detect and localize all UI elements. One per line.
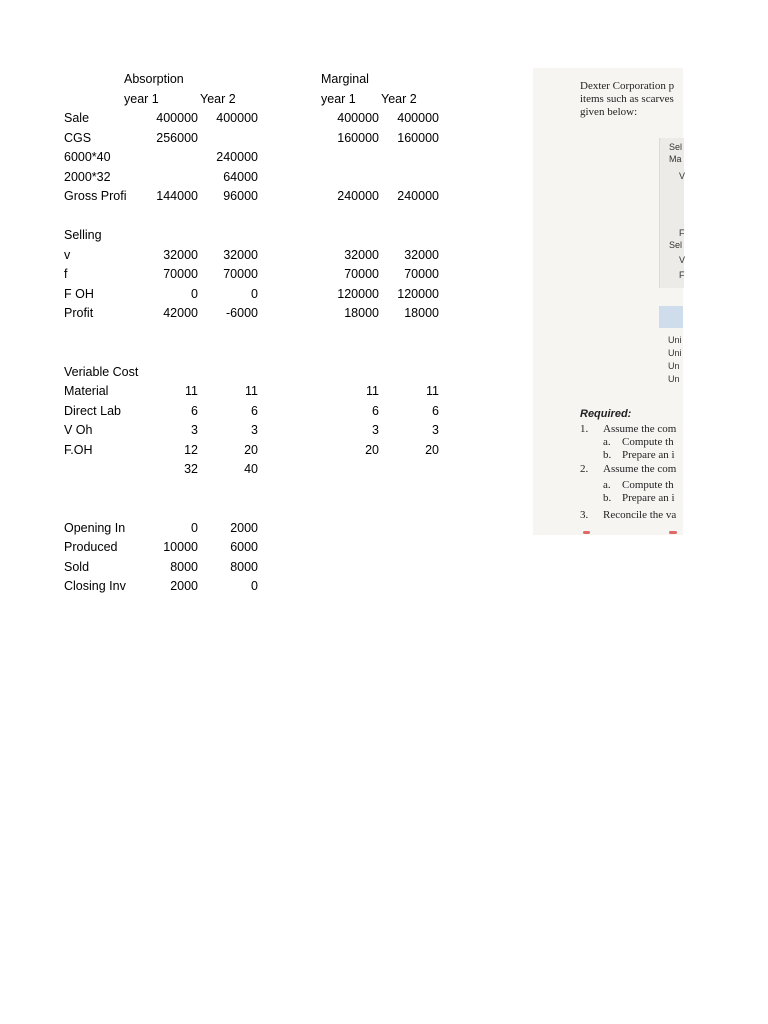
cell-value-m1: 6 [372,404,379,418]
snippet-highlight-band [659,306,683,328]
snippet-box-line: F [679,228,685,238]
cell-value-a1: 70000 [163,267,198,281]
cell-value-a2: 96000 [223,189,258,203]
snippet-box-line: F [679,270,685,280]
cell-value-m1: 11 [366,384,379,398]
header-mar-year1: year 1 [321,92,356,106]
snippet-intro-line: items such as scarves [580,93,674,105]
snippet-box-line: V [679,171,686,181]
cell-value-a1: 256000 [156,131,198,145]
snippet-req-text: Reconcile the va [603,509,677,521]
cell-value-a2: 0 [251,579,258,593]
cell-value-a2: 64000 [223,170,258,184]
cell-value-a2: 70000 [223,267,258,281]
cell-value-a1: 11 [185,384,198,398]
cell-value-a1: 3 [191,423,198,437]
cell-value-a2: 400000 [216,111,258,125]
row-label: Profit [64,306,94,320]
cell-value-a2: 240000 [216,150,258,164]
cell-value-a2: 0 [251,287,258,301]
row-label: V Oh [64,423,93,437]
row-label: Sale [64,111,90,125]
row-label: Selling [64,228,102,242]
snippet-req-text: Assume the com [603,423,677,435]
snippet-intro-line: given below: [580,106,638,118]
snippet-red-mark [583,531,590,534]
snippet-req-2a [603,479,674,492]
row-label: Gross Profi [64,189,127,203]
snippet-intro [580,80,683,119]
snippet-req-num: a. [603,436,611,448]
header-mar-year2: Year 2 [381,92,417,106]
cell-value-m1: 18000 [344,306,379,320]
cell-value-m1: 70000 [344,267,379,281]
cell-value-a2: 8000 [230,560,258,574]
cell-value-m2: 20 [425,443,439,457]
cell-value-m1: 20 [365,443,379,457]
row-label: 2000*32 [64,170,111,184]
row-label: F OH [64,287,94,301]
cell-value-m2: 70000 [404,267,439,281]
snippet-req-num: a. [603,479,611,491]
cell-value-a1: 144000 [156,189,198,203]
cell-value-m2: 6 [432,404,439,418]
header-absorption: Absorption [124,72,184,86]
row-label: f [64,267,68,281]
snippet-req-text: Compute th [622,479,674,491]
cell-value-a2: 20 [244,443,258,457]
snippet-box-line: Sel [669,240,683,250]
cell-value-a1: 2000 [170,579,198,593]
cell-value-a2: 40 [244,462,258,476]
snippet-box-line: V [679,255,686,265]
row-label: CGS [64,131,92,145]
cell-value-a2: 11 [245,384,258,398]
cell-value-m2: 240000 [397,189,439,203]
cell-value-m2: 160000 [397,131,439,145]
snippet-data-box [659,138,684,288]
cell-value-m1: 120000 [337,287,379,301]
cell-value-m1: 160000 [337,131,379,145]
header-abs-year1: year 1 [124,92,159,106]
row-label: Veriable Cost [64,365,139,379]
snippet-req-1 [580,423,676,436]
snippet-req-2b [603,492,675,505]
cell-value-m2: 3 [432,423,439,437]
cell-value-a1: 8000 [170,560,198,574]
snippet-unit-line: Uni [668,335,682,345]
snippet-req-text: Prepare an i [622,492,675,504]
cell-value-a1: 10000 [163,540,198,554]
cell-value-m2: 120000 [397,287,439,301]
cell-value-a2: 6 [251,404,258,418]
cell-value-a1: 6 [191,404,198,418]
cell-value-m2: 18000 [404,306,439,320]
snippet-unit-line: Un [668,374,680,384]
cell-value-a2: -6000 [226,306,258,320]
cell-value-m2: 11 [426,384,439,398]
cell-value-a2: 3 [251,423,258,437]
snippet-req-num: 2. [580,463,589,475]
cell-value-a1: 0 [191,521,198,535]
row-label: Opening In [64,521,126,535]
cell-value-m2: 400000 [397,111,439,125]
snippet-req-num: b. [603,492,612,504]
row-label: 6000*40 [64,150,111,164]
row-label: Produced [64,540,118,554]
cell-value-m1: 3 [372,423,379,437]
snippet-req-3 [580,509,676,522]
cell-value-a2: 6000 [230,540,258,554]
snippet-req-2 [580,463,676,476]
cell-value-a2: 32000 [223,248,258,262]
snippet-req-1b [603,449,675,462]
snippet-unit-line: Un [668,361,680,371]
cell-value-a1: 32 [184,462,198,476]
cell-value-a2: 2000 [230,521,258,535]
snippet-req-num: 3. [580,509,589,521]
cell-value-a1: 42000 [163,306,198,320]
snippet-req-text: Compute th [622,436,674,448]
cell-value-a1: 12 [184,443,198,457]
cell-value-m1: 240000 [337,189,379,203]
header-marginal: Marginal [321,72,369,86]
snippet-intro-line: Dexter Corporation p [580,80,675,92]
cell-value-m1: 32000 [344,248,379,262]
header-abs-year2: Year 2 [200,92,236,106]
snippet-req-num: 1. [580,423,589,435]
snippet-req-text: Assume the com [603,463,677,475]
snippet-red-mark [669,531,677,534]
row-label: Closing Inv [64,579,126,593]
row-label: v [64,248,71,262]
snippet-required-title: Required: [580,408,632,420]
snippet-box-line: Ma [669,154,682,164]
textbook-snippet-image [533,68,686,535]
cell-value-a1: 0 [191,287,198,301]
snippet-req-num: b. [603,449,612,461]
row-label: F.OH [64,443,93,457]
row-label: Direct Lab [64,404,121,418]
cell-value-a1: 32000 [163,248,198,262]
snippet-box-line: Sel [669,142,683,152]
snippet-req-text: Prepare an i [622,449,675,461]
snippet-req-1a [603,436,674,449]
cell-value-m2: 32000 [404,248,439,262]
snippet-unit-line: Uni [668,348,682,358]
cell-value-m1: 400000 [337,111,379,125]
row-label: Material [64,384,109,398]
row-label: Sold [64,560,90,574]
cell-value-a1: 400000 [156,111,198,125]
